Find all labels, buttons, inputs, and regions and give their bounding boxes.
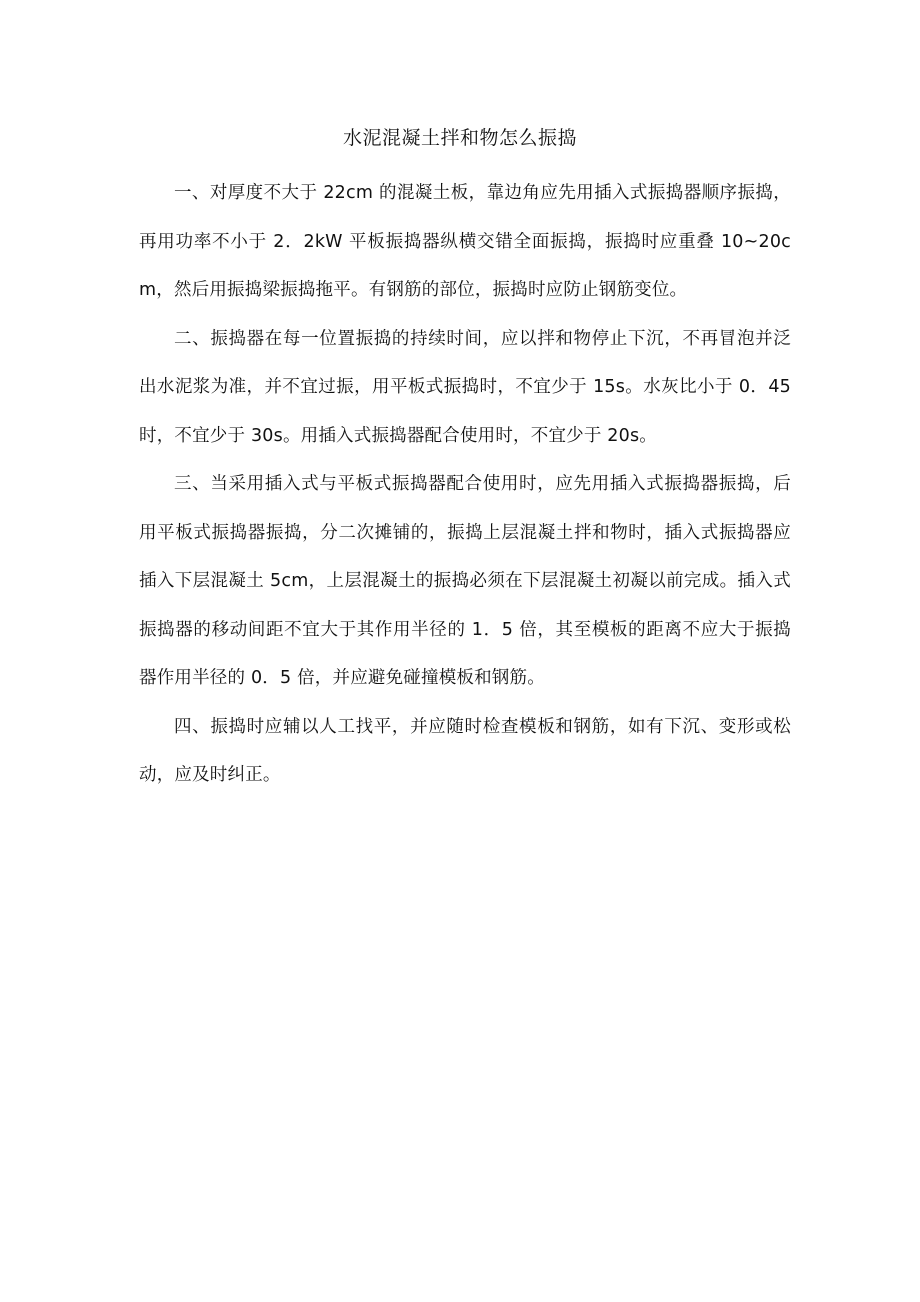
paragraph-3: 三、当采用插入式与平板式振捣器配合使用时，应先用插入式振捣器振捣，后用平板式振捣器振捣，分二次摊铺的，振捣上层混凝土拌和物时，插入式振捣器应插入下层混凝土 5cm，上层混凝土的振捣必须在下层混凝土初凝以前完成。插入式振捣器的移动间距不宜大于其作用半径的 1．5 倍，其至模板的距离不应大于振捣器作用半径的 0．5 倍，并应避免碰撞模板和钢筋。	[139, 474, 791, 688]
document-title: 水泥混凝土拌和物怎么振捣	[342, 127, 577, 149]
paragraph-1: 一、对厚度不大于 22cm 的混凝土板，靠边角应先用插入式振捣器顺序振捣，再用功率不小于 2．2kW 平板振捣器纵横交错全面振捣，振捣时应重叠 10~20cm，然后用振捣梁振捣拖平。有钢筋的部位，振捣时应防止钢筋变位。	[139, 183, 791, 300]
paragraph-4: 四、振捣时应辅以人工找平，并应随时检查模板和钢筋，如有下沉、变形或松动，应及时纠正。	[139, 716, 791, 785]
document-body	[139, 169, 791, 800]
paragraph-2: 二、振捣器在每一位置振捣的持续时间，应以拌和物停止下沉，不再冒泡并泛出水泥浆为准，并不宜过振，用平板式振捣时，不宜少于 15s。水灰比小于 0．45 时，不宜少于 30s。用插入式振捣器配合使用时，不宜少于 20s。	[139, 328, 791, 446]
